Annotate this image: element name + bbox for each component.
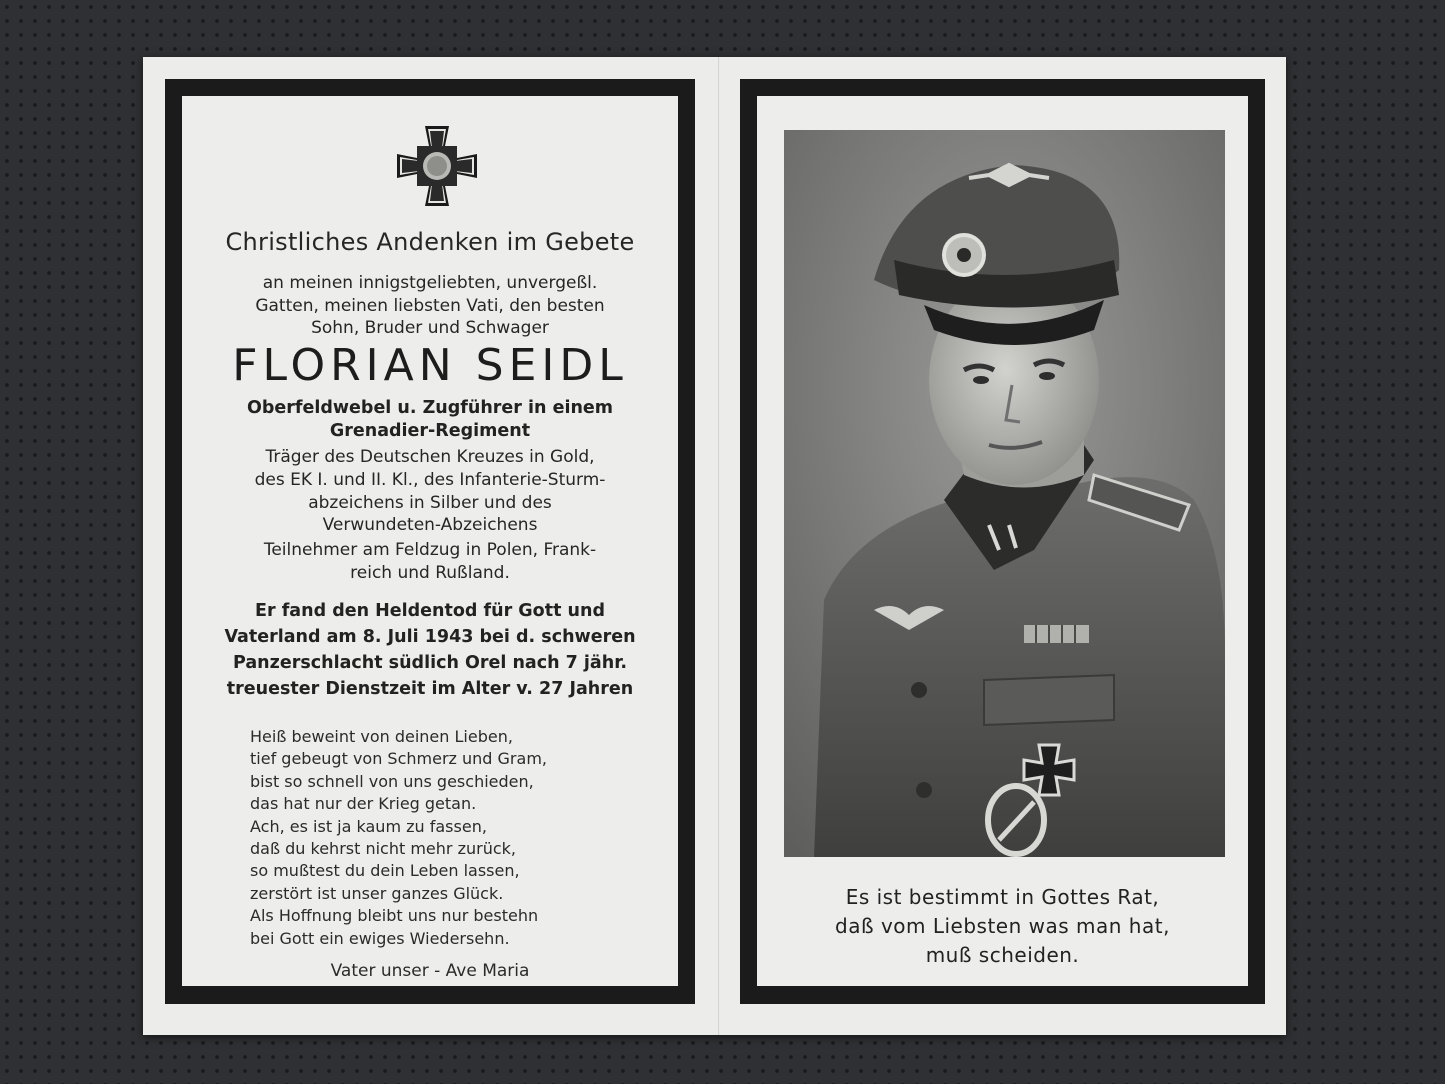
poem-line: tief gebeugt von Schmerz und Gram,: [250, 749, 547, 769]
intro-line: Sohn, Bruder und Schwager: [311, 318, 549, 338]
death-line: Er fand den Heldentod für Gott und: [255, 601, 605, 621]
awards-line: Träger des Deutschen Kreuzes in Gold,: [265, 447, 595, 467]
death-line: Vaterland am 8. Juli 1943 bei d. schweren: [224, 627, 636, 647]
poem-line: Als Hoffnung bleibt uns nur bestehn: [250, 906, 539, 926]
iron-cross-icon: [395, 124, 479, 208]
poem-line: so mußtest du dein Leben lassen,: [250, 861, 520, 881]
closing-prayer: Vater unser - Ave Maria: [330, 961, 530, 981]
death-line: Panzerschlacht südlich Orel nach 7 jähr.: [233, 653, 627, 673]
poem-line: Ach, es ist ja kaum zu fassen,: [250, 816, 487, 836]
rank-line: Oberfeldwebel u. Zugführer in einem: [246, 398, 614, 418]
soldier-portrait-photo: [784, 130, 1225, 857]
intro-line: Gatten, meinen liebsten Vati, den besten: [255, 296, 605, 316]
intro-line: an meinen innigstgeliebten, unvergeßl.: [262, 273, 598, 293]
awards-line: Verwundeten-Abzeichens: [322, 515, 538, 535]
poem-line: daß du kehrst nicht mehr zurück,: [250, 838, 516, 858]
heading: Christliches Andenken im Gebete: [225, 228, 635, 256]
portrait-image: [784, 130, 1225, 857]
caption-line: Es ist bestimmt in Gottes Rat,: [845, 885, 1160, 909]
awards-line: abzeichens in Silber und des: [308, 493, 552, 513]
poem-line: bist so schnell von uns geschieden,: [250, 771, 534, 791]
poem-line: zerstört ist unser ganzes Glück.: [250, 883, 504, 903]
poem-line: Heiß beweint von deinen Lieben,: [250, 727, 513, 746]
death-line: treuester Dienstzeit im Alter v. 27 Jahren: [226, 679, 634, 699]
awards-line: Teilnehmer am Feldzug in Polen, Frank-: [263, 540, 597, 560]
poem-line: bei Gott ein ewiges Wiedersehn.: [250, 928, 510, 948]
caption-line: muß scheiden.: [925, 943, 1080, 967]
awards-line: des EK I. und II. Kl., des Infanterie-Sturm-: [254, 470, 606, 490]
card-fold: [718, 57, 720, 1035]
poem-line: das hat nur der Krieg getan.: [250, 794, 477, 814]
awards-line: reich und Rußland.: [350, 563, 510, 583]
deceased-name: FLORIAN SEIDL: [232, 340, 628, 391]
rank-line: Grenadier-Regiment: [329, 421, 531, 441]
poem-block: [250, 727, 650, 951]
caption-line: daß vom Liebsten was man hat,: [835, 914, 1170, 938]
